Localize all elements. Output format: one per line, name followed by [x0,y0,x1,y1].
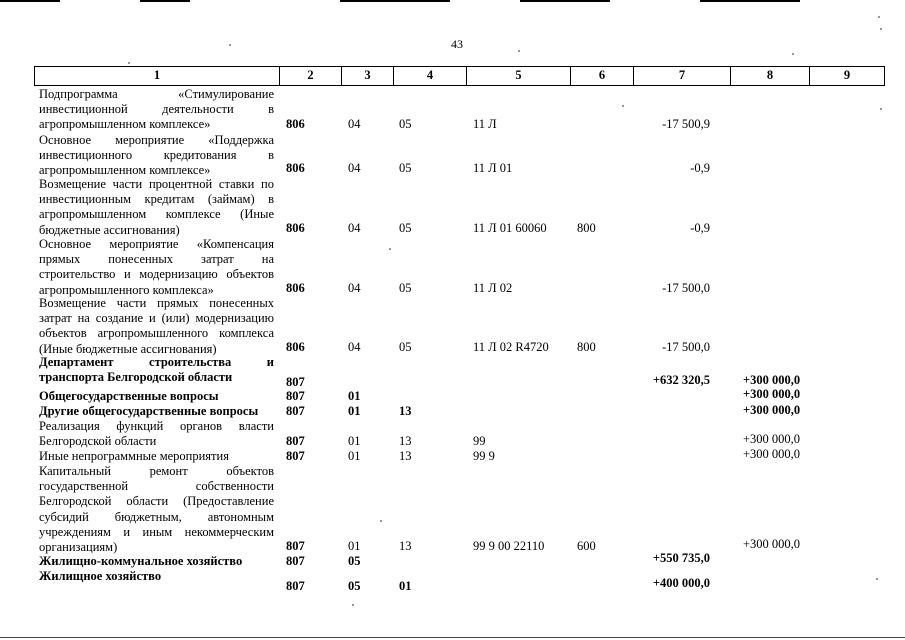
cell-amount: -17 500,0 [662,281,710,295]
table-header [34,66,885,86]
cell-amount-2: +300 000,0 [743,432,801,446]
header-col-5: 5 [466,67,570,85]
cell-target-article: 99 9 [473,449,495,463]
header-col-7: 7 [633,67,730,85]
header-col-9: 9 [809,67,884,85]
row-name: Основное мероприятие «Компенсация прямых понесенных затрат на строительство и модернизацию объектов агропромышленного комплекса» [39,237,274,297]
cell-ministry: 807 [286,404,305,418]
scan-speck [880,108,882,110]
cell-subsection: 05 [399,221,412,235]
header-col-8: 8 [730,67,809,85]
cell-amount: +632 320,5 [652,373,710,387]
cell-section: 04 [348,221,361,235]
cell-section: 01 [348,539,361,553]
row-name: Капитальный ремонт объектов государственной собственности Белгородской области (Предоставление субсидий бюджетным, автономным учреждениям и иным некоммерческим организациям) [39,464,274,555]
scan-edge-top [140,0,190,2]
cell-subsection: 05 [399,117,412,131]
cell-subsection: 13 [399,434,412,448]
scan-speck [128,62,130,64]
header-col-1: 1 [153,68,161,82]
scan-speck [792,53,794,55]
cell-expense-type: 800 [577,221,596,235]
cell-amount-2: +300 000,0 [743,447,801,461]
scan-edge-top [700,0,800,2]
cell-ministry: 807 [286,375,305,389]
header-col-3: 3 [341,67,393,85]
cell-section: 04 [348,161,361,175]
cell-ministry: 806 [286,281,305,295]
cell-subsection: 13 [399,404,412,418]
scan-speck [380,520,382,522]
cell-amount: -0,9 [690,221,710,235]
row-name: Основное мероприятие «Поддержка инвестиционного кредитования в агропромышленном комплексе» [39,133,274,178]
row-name: Департамент строительства и транспорта Белгородской области [39,355,274,385]
cell-target-article: 11 Л 02 [473,281,513,295]
cell-section: 05 [348,554,361,568]
cell-target-article: 11 Л [473,117,497,131]
cell-target-article: 11 Л 01 60060 [473,221,547,235]
row-name: Общегосударственные вопросы [39,389,219,403]
cell-amount: -17 500,9 [662,117,710,131]
row-name: Возмещение части прямых понесенных затрат на создание и (или) модернизацию объектов агропромышленного комплекса (Иные бюджетные ассигнования) [39,296,274,356]
cell-section: 01 [348,389,361,403]
cell-target-article: 11 Л 02 R4720 [473,340,549,354]
scan-speck [229,44,231,46]
cell-ministry: 806 [286,221,305,235]
cell-expense-type: 800 [577,340,596,354]
cell-amount: -17 500,0 [662,340,710,354]
cell-ministry: 807 [286,539,305,553]
cell-subsection: 01 [399,579,412,593]
cell-ministry: 807 [286,434,305,448]
cell-subsection: 05 [399,340,412,354]
row-name: Жилищно-коммунальное хозяйство [39,554,243,568]
header-col-6: 6 [570,67,633,85]
page-number: 43 [451,37,463,51]
cell-ministry: 806 [286,117,305,131]
scan-edge-top [340,0,450,2]
scan-edge-top [0,0,60,2]
cell-section: 04 [348,340,361,354]
cell-amount-2: +300 000,0 [743,403,801,417]
cell-ministry: 806 [286,340,305,354]
scan-speck [878,16,880,18]
cell-target-article: 99 [473,434,486,448]
scan-edge-top [520,0,610,2]
cell-amount: +400 000,0 [652,576,710,590]
scan-speck [880,28,882,30]
cell-subsection: 05 [399,161,412,175]
cell-ministry: 807 [286,449,305,463]
scan-speck [876,578,878,580]
cell-amount: +550 735,0 [652,551,710,565]
scan-speck [352,604,354,606]
row-name: Возмещение части процентной ставки по инвестиционным кредитам (займам) в агропромышленном комплексе (Иные бюджетные ассигнования) [39,177,274,237]
row-name: Реализация функций органов власти Белгородской области [39,419,274,449]
cell-target-article: 99 9 00 22110 [473,539,545,553]
cell-amount-2: +300 000,0 [743,373,801,387]
row-name: Жилищное хозяйство [39,569,162,583]
cell-expense-type: 600 [577,539,596,553]
cell-target-article: 11 Л 01 [473,161,513,175]
cell-subsection: 05 [399,281,412,295]
cell-section: 04 [348,281,361,295]
cell-section: 04 [348,117,361,131]
cell-ministry: 807 [286,554,305,568]
scan-speck [389,248,391,250]
cell-ministry: 807 [286,579,305,593]
header-col-4: 4 [393,67,466,85]
cell-amount: -0,9 [690,161,710,175]
cell-amount-2: +300 000,0 [743,387,801,401]
header-col-2: 2 [279,67,341,85]
cell-subsection: 13 [399,539,412,553]
scan-speck [518,50,520,52]
scan-speck [622,105,624,107]
cell-section: 01 [348,449,361,463]
cell-amount-2: +300 000,0 [743,537,801,551]
row-name: Иные непрограммные мероприятия [39,449,229,463]
cell-section: 05 [348,579,361,593]
cell-section: 01 [348,404,361,418]
cell-subsection: 13 [399,449,412,463]
row-name: Подпрограмма «Стимулирование инвестиционной деятельности в агропромышленном комплексе» [39,87,274,132]
cell-ministry: 806 [286,161,305,175]
scan-edge-bottom [0,637,905,638]
cell-section: 01 [348,434,361,448]
row-name: Другие общегосударственные вопросы [39,404,259,418]
cell-ministry: 807 [286,389,305,403]
